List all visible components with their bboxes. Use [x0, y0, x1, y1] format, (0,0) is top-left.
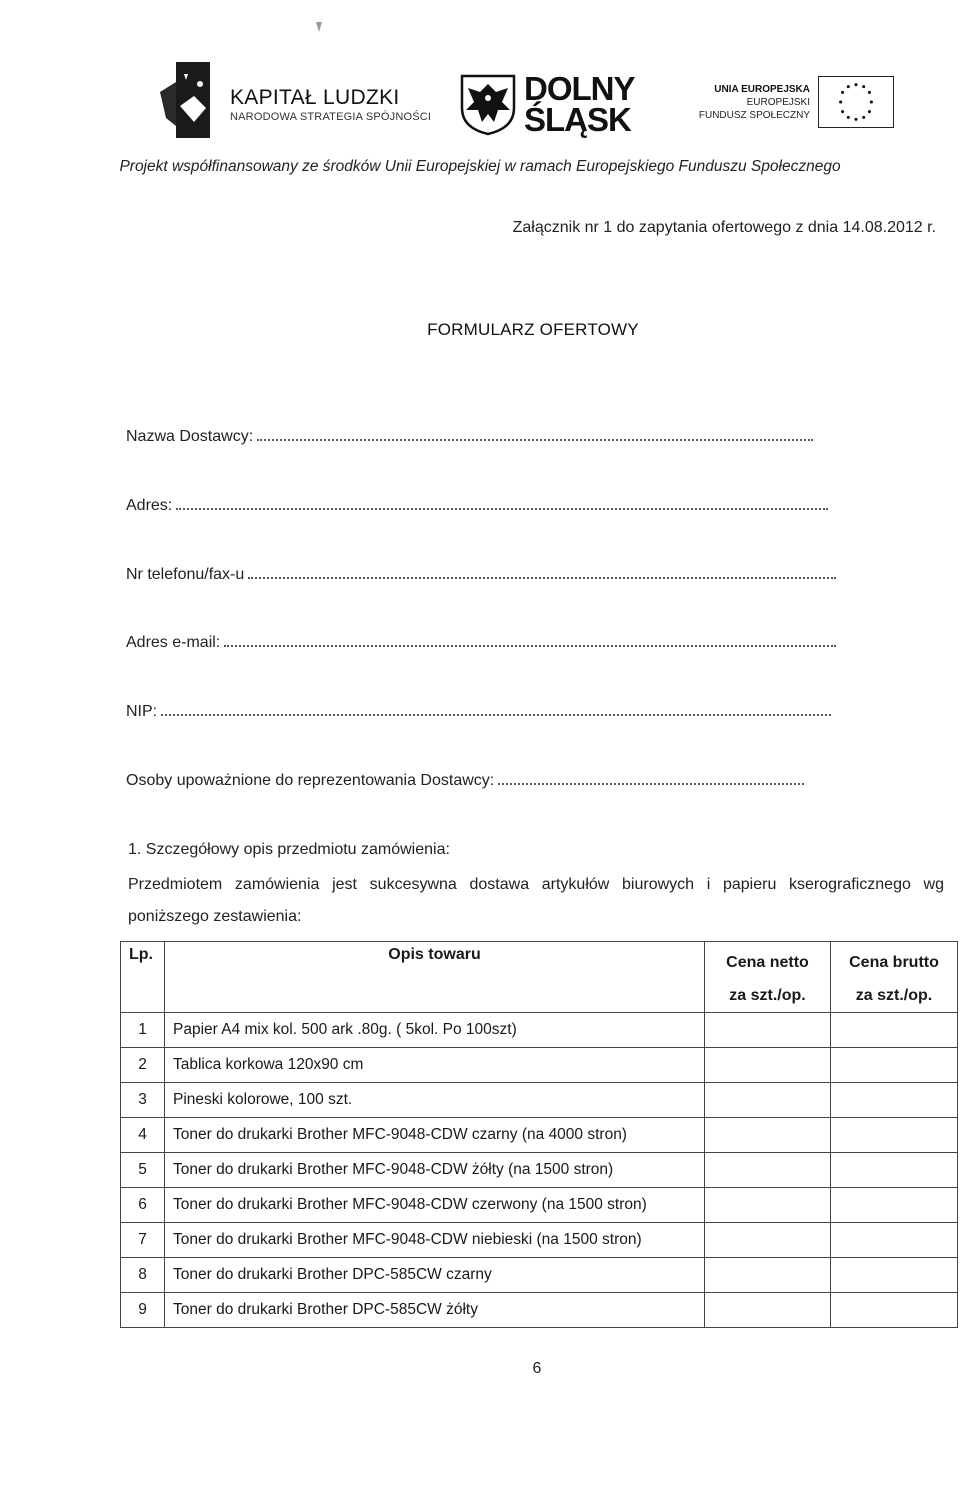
- table-row: [121, 1223, 958, 1258]
- table-header-row: [121, 942, 958, 1013]
- row-net-price-cell[interactable]: [705, 1223, 831, 1258]
- row-net-price-cell[interactable]: [705, 1188, 831, 1223]
- scan-mark-icon: [316, 22, 322, 32]
- row-gross-price-cell[interactable]: [831, 1188, 958, 1223]
- section-heading: 1. Szczegółowy opis przedmiotu zamówienia:: [128, 841, 450, 858]
- address-field[interactable]: [126, 497, 828, 515]
- table-row: [121, 1258, 958, 1293]
- nip-field[interactable]: [126, 703, 831, 721]
- phone-fax-label: Nr telefonu/fax-u: [126, 566, 245, 583]
- row-lp: 6: [121, 1188, 165, 1223]
- nip-label: NIP:: [126, 703, 158, 720]
- kapital-ludzki-title: KAPITAŁ LUDZKI: [230, 86, 400, 109]
- row-net-price-cell[interactable]: [705, 1153, 831, 1188]
- table-row: [121, 1048, 958, 1083]
- header-net-price-line1: Cena netto: [726, 954, 809, 971]
- row-item-description: Toner do drukarki Brother MFC-9048-CDW niebieski (na 1500 stron): [165, 1223, 705, 1258]
- row-item-description: Toner do drukarki Brother DPC-585CW żółty: [165, 1293, 705, 1328]
- authorized-persons-label: Osoby upoważnione do reprezentowania Dostawcy:: [126, 772, 495, 789]
- table-row: [121, 1013, 958, 1048]
- page-title: FORMULARZ OFERTOWY: [427, 320, 639, 339]
- authorized-persons-field[interactable]: [126, 772, 804, 790]
- eu-union-label: UNIA EUROPEJSKA: [714, 84, 810, 95]
- header-gross-price-line1: Cena brutto: [849, 954, 939, 971]
- row-gross-price-cell[interactable]: [831, 1153, 958, 1188]
- row-item-description: Papier A4 mix kol. 500 ark .80g. ( 5kol. Po 100szt): [165, 1013, 705, 1048]
- row-gross-price-cell[interactable]: [831, 1293, 958, 1328]
- row-gross-price-cell[interactable]: [831, 1013, 958, 1048]
- row-lp: 8: [121, 1258, 165, 1293]
- row-net-price-cell[interactable]: [705, 1258, 831, 1293]
- table-row: [121, 1293, 958, 1328]
- eu-fund-label-1: EUROPEJSKI: [746, 97, 810, 108]
- row-lp: 2: [121, 1048, 165, 1083]
- row-lp: 7: [121, 1223, 165, 1258]
- row-net-price-cell[interactable]: [705, 1118, 831, 1153]
- row-lp: 4: [121, 1118, 165, 1153]
- row-lp: 1: [121, 1013, 165, 1048]
- table-row: [121, 1118, 958, 1153]
- annex-reference: Załącznik nr 1 do zapytania ofertowego z dnia 14.08.2012 r.: [512, 219, 936, 236]
- table-row: [121, 1188, 958, 1223]
- eu-flag-icon: [818, 76, 894, 128]
- row-gross-price-cell[interactable]: [831, 1223, 958, 1258]
- items-table: [120, 941, 958, 1328]
- email-label: Adres e-mail:: [126, 634, 221, 651]
- row-gross-price-cell[interactable]: [831, 1083, 958, 1118]
- address-fill-line[interactable]: [176, 504, 828, 510]
- header-net-price: [705, 942, 831, 1013]
- row-net-price-cell[interactable]: [705, 1293, 831, 1328]
- row-lp: 3: [121, 1083, 165, 1118]
- authorized-persons-fill-line[interactable]: [498, 779, 804, 785]
- nip-fill-line[interactable]: [161, 710, 831, 716]
- funding-statement: Projekt współfinansowany ze środków Unii Europejskiej w ramach Europejskiego Funduszu Społecznego: [119, 158, 841, 175]
- table-row: [121, 1083, 958, 1118]
- supplier-name-fill-line[interactable]: [257, 435, 813, 441]
- row-item-description: Pineski kolorowe, 100 szt.: [165, 1083, 705, 1118]
- row-net-price-cell[interactable]: [705, 1048, 831, 1083]
- header-lp: Lp.: [121, 942, 165, 1013]
- header-opis: Opis towaru: [165, 942, 705, 1013]
- dolny-slask-line1: DOLNY: [524, 70, 635, 107]
- table-row: [121, 1153, 958, 1188]
- section-paragraph-line1: Przedmiotem zamówienia jest sukcesywna dostawa artykułów biurowych i papieru kserograficznego wg: [128, 876, 944, 893]
- row-net-price-cell[interactable]: [705, 1013, 831, 1048]
- header-net-price-line2: za szt./op.: [729, 987, 806, 1004]
- supplier-name-label: Nazwa Dostawcy:: [126, 428, 254, 445]
- row-gross-price-cell[interactable]: [831, 1048, 958, 1083]
- row-net-price-cell[interactable]: [705, 1083, 831, 1118]
- header-gross-price: [831, 942, 958, 1013]
- kapital-ludzki-emblem-icon: [160, 62, 210, 138]
- dolny-slask-eagle-crest-icon: [458, 72, 518, 136]
- kapital-ludzki-subtitle: NARODOWA STRATEGIA SPÓJNOŚCI: [230, 111, 432, 123]
- row-gross-price-cell[interactable]: [831, 1258, 958, 1293]
- row-item-description: Toner do drukarki Brother MFC-9048-CDW żółty (na 1500 stron): [165, 1153, 705, 1188]
- phone-fax-field[interactable]: [126, 566, 836, 584]
- section-paragraph-line2: poniższego zestawienia:: [128, 908, 302, 925]
- page-number: 6: [532, 1360, 542, 1377]
- row-item-description: Toner do drukarki Brother MFC-9048-CDW czerwony (na 1500 stron): [165, 1188, 705, 1223]
- row-lp: 9: [121, 1293, 165, 1328]
- header-gross-price-line2: za szt./op.: [855, 987, 933, 1004]
- row-lp: 5: [121, 1153, 165, 1188]
- supplier-name-field[interactable]: [126, 428, 813, 446]
- row-item-description: Tablica korkowa 120x90 cm: [165, 1048, 705, 1083]
- table-body: [121, 1013, 958, 1328]
- row-item-description: Toner do drukarki Brother DPC-585CW czarny: [165, 1258, 705, 1293]
- row-item-description: Toner do drukarki Brother MFC-9048-CDW czarny (na 4000 stron): [165, 1118, 705, 1153]
- phone-fax-fill-line[interactable]: [248, 573, 836, 579]
- row-gross-price-cell[interactable]: [831, 1118, 958, 1153]
- address-label: Adres:: [126, 497, 173, 514]
- email-field[interactable]: [126, 634, 836, 652]
- email-fill-line[interactable]: [224, 641, 836, 647]
- dolny-slask-line2: ŚLĄSK: [524, 101, 631, 138]
- eu-fund-label-2: FUNDUSZ SPOŁECZNY: [698, 110, 810, 121]
